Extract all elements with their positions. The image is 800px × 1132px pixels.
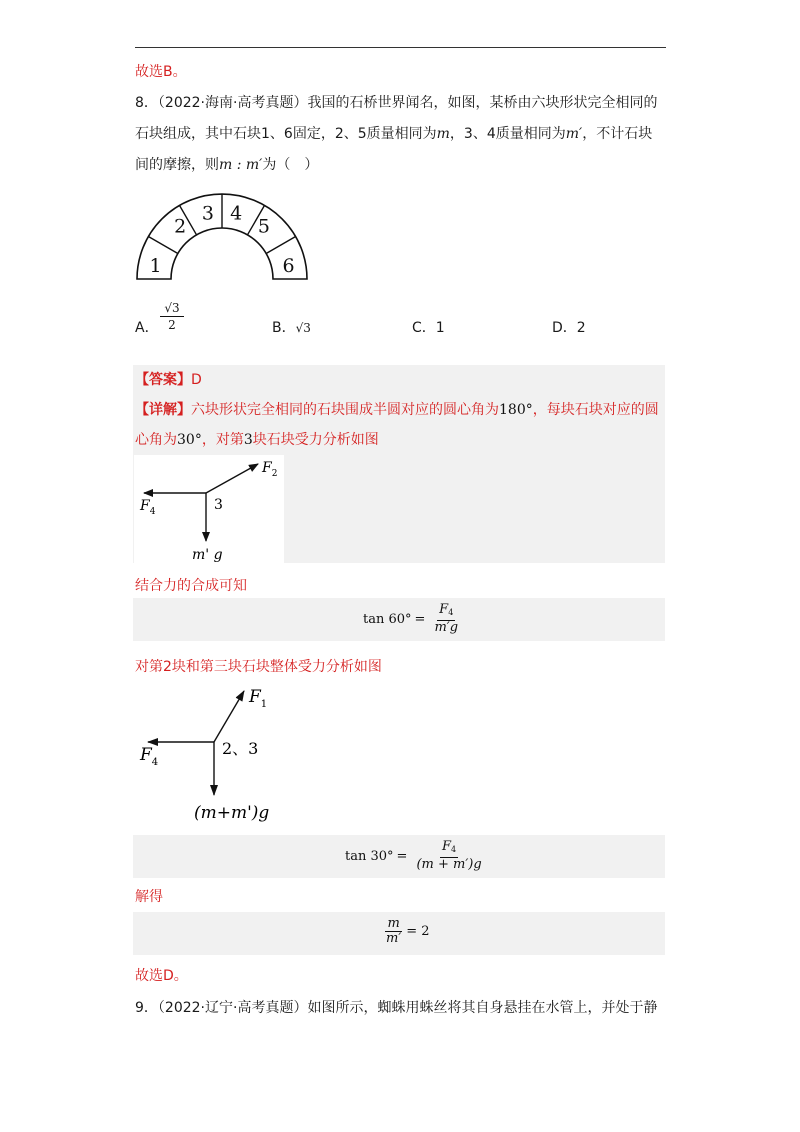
detail-line-1: [135, 400, 659, 420]
question-text: 为（ ）: [262, 157, 319, 173]
force-f4-label: $F_4$: [140, 498, 156, 517]
option-c[interactable]: [412, 318, 445, 338]
answer-tag: 【答案】: [135, 372, 191, 388]
arch-bridge-figure: [130, 190, 315, 282]
combine-text: 结合力的合成可知: [135, 578, 247, 594]
force-f1-arrow: [214, 691, 244, 742]
fraction-numerator: m: [387, 916, 400, 931]
question-text: ，不计石块: [582, 126, 653, 142]
force-f1-label: $F_1$: [249, 687, 268, 710]
equation-lhs: tan 30°: [345, 848, 394, 864]
option-value: 2: [576, 320, 586, 336]
stone-divider: [148, 237, 177, 254]
detail-text: 块石块受力分析如图: [252, 432, 379, 448]
fraction-denominator: m′: [386, 931, 402, 946]
question-text: 我国的石桥世界闻名，如图，某桥由六块形状完全相同的: [307, 95, 658, 111]
detail-tag: 【详解】: [135, 402, 191, 418]
angle-180: 180°: [499, 402, 533, 418]
question-source: （2022·辽宁·高考真题）: [157, 1000, 308, 1016]
fraction-denominator: 2: [168, 318, 176, 332]
question-8-line-3: [135, 155, 318, 175]
force-diagram-stone-3: [134, 455, 284, 563]
mass-ratio: m : m′: [219, 157, 263, 173]
mass-m-prime: m′: [565, 126, 583, 142]
equation-2: tan 30° = $\frac{F_4}{(m + m')g}$: [345, 839, 482, 872]
stone-label-6: 6: [282, 254, 295, 277]
option-b[interactable]: [272, 318, 311, 338]
equation-fraction: [384, 917, 403, 946]
equation-lhs: tan 60°: [363, 611, 412, 627]
stone-number: 3: [243, 432, 253, 448]
question-8-line-1: [135, 93, 657, 113]
fraction-denominator: m′g: [434, 620, 459, 635]
weight-label: m' g: [192, 547, 223, 563]
equation-3: [380, 917, 430, 946]
force-f4-label: $F_4$: [140, 745, 159, 768]
stone-label-3: 3: [201, 202, 214, 225]
force-f2-label: $F_2$: [262, 460, 278, 479]
equation-rhs: = 2: [406, 924, 430, 939]
answer-value: D: [191, 372, 202, 388]
detail-text: 六块形状完全相同的石块围成半圆对应的圆心角为: [191, 402, 499, 418]
question-9-line-1: [135, 998, 657, 1018]
angle-30: 30°: [177, 432, 202, 448]
stone-label: 3: [214, 497, 223, 513]
question-text: 间的摩擦，则: [135, 157, 219, 173]
prev-answer: 故选B。: [135, 64, 187, 80]
weight-label: (m+m')g: [194, 803, 270, 822]
stone-label-2: 2: [174, 215, 187, 238]
fraction-numerator: F: [441, 839, 452, 854]
arch-dividers: [148, 194, 295, 254]
force-diagram-stones-2-3: [134, 682, 294, 822]
question-number: 9．: [135, 1000, 158, 1016]
header-rule: [135, 47, 666, 48]
question-text: ，3、4质量相同为: [449, 126, 566, 142]
question-8-line-2: [135, 124, 652, 144]
question-text: 如图所示，蜘蛛用蛛丝将其自身悬挂在水管上，并处于静: [307, 1000, 658, 1016]
detail-text: ，对第: [201, 432, 244, 448]
mass-m: m: [436, 126, 450, 142]
question-number: 8．: [135, 95, 158, 111]
fraction-denominator: (m + m′)g: [416, 857, 482, 872]
option-d[interactable]: [552, 318, 586, 338]
stone-label-5: 5: [257, 215, 270, 238]
stone-label-1: 1: [149, 254, 162, 277]
equation-1: tan 60° = $\frac{F_4}{m'g}$: [363, 602, 459, 635]
equation-fraction: [432, 603, 460, 635]
fraction-numerator: F: [439, 602, 449, 617]
option-label: C．: [412, 320, 436, 336]
stones-label: 2、3: [222, 739, 259, 758]
detail-text: ，每块石块对应的圆: [532, 402, 659, 418]
stone-divider: [266, 237, 295, 254]
solve-text: 解得: [135, 889, 163, 905]
option-a-fraction: [160, 300, 184, 333]
equation-fraction: [414, 840, 483, 872]
option-value: 1: [435, 320, 445, 336]
option-value: √3: [295, 321, 311, 335]
question-source: （2022·海南·高考真题）: [157, 95, 308, 111]
detail-text: 心角为: [135, 432, 177, 448]
fraction-subscript: 4: [451, 845, 457, 854]
step-2-text: 对第2块和第三块石块整体受力分析如图: [135, 659, 382, 675]
fraction-numerator: √3: [160, 300, 184, 317]
stone-label-4: 4: [230, 202, 243, 225]
option-label: A．: [135, 320, 159, 336]
option-label: B．: [272, 320, 296, 336]
question-text: 石块组成，其中石块1、6固定，2、5质量相同为: [135, 126, 437, 142]
final-answer: 故选D。: [135, 968, 188, 984]
fraction-subscript: 4: [448, 608, 454, 617]
option-label: D．: [552, 320, 577, 336]
option-a[interactable]: [135, 318, 159, 338]
answer-line: [135, 370, 202, 390]
detail-line-2: [135, 430, 379, 450]
